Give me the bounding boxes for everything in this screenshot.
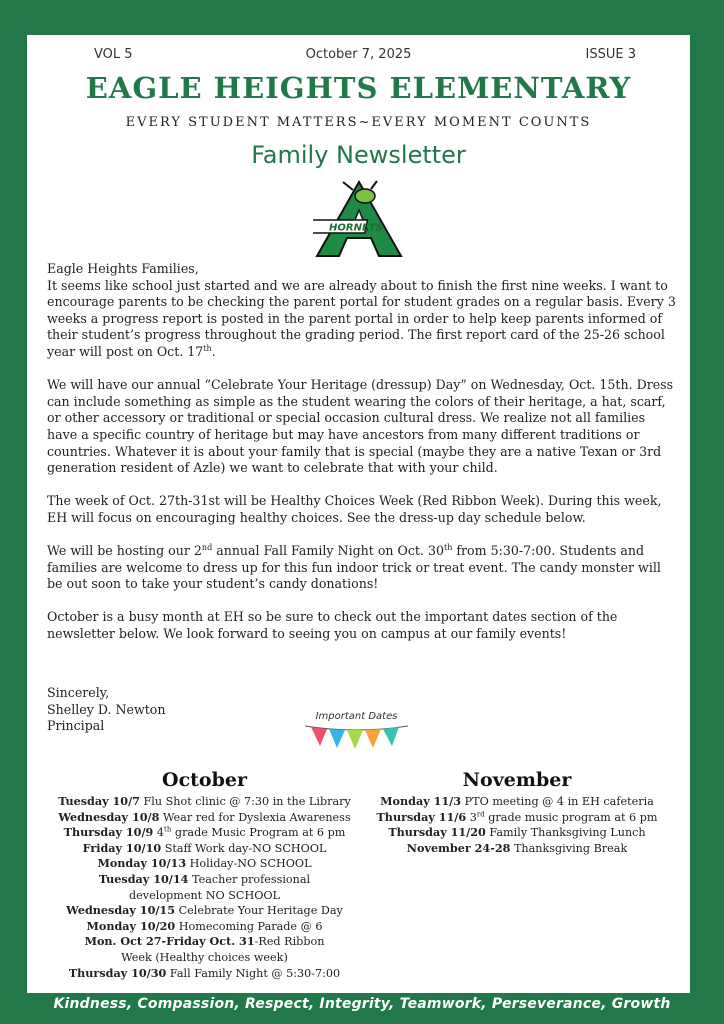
principal-title: Principal — [47, 718, 105, 734]
newsletter-title: Family Newsletter — [251, 141, 466, 169]
letter-paragraph-1: It seems like school just started and we are already about to finish the first nine weeks. I want to encourage parents to be checking the parent portal for student grades on a regular basis. Every 3 weeks a progress report is posted in the parent portal in order to help keep parents informed of their student’s progress throughout the grading period. The first report card of the 25-26 school year will post on Oct. 17th. — [47, 277, 676, 359]
event-item: Wednesday 10/15 Celebrate Your Heritage Day — [66, 903, 343, 918]
november-dates — [372, 768, 662, 856]
event-item: Monday 10/20 Homecoming Parade @ 6 — [86, 918, 323, 933]
closing: Sincerely, — [47, 685, 110, 700]
event-item: Tuesday 10/14 Teacher professional development NO SCHOOL — [98, 871, 311, 902]
newsletter-page — [27, 35, 690, 993]
letter-paragraph-2: We will have our annual “Celebrate Your Heritage (dressup) Day” on Wednesday, Oct. 15th. Dress can include something as simple as the student wearing the colors of their heritage, a hat, scarf, or other accessory or traditional or special occasion cultural dress. We realize not all families have a specific country of heritage but may have ancestors from many different traditions or countries. Whatever it is about your family that is special (maybe they are a native Texan or 3rd generation resident of Azle) we want to celebrate that with your child. — [47, 377, 674, 476]
volume-label: VOL 5 — [94, 47, 133, 62]
letter-greeting: Eagle Heights Families, — [47, 261, 199, 276]
issue-label: ISSUE 3 — [585, 47, 636, 62]
event-item: Monday 10/13 Holiday-NO SCHOOL — [97, 856, 312, 871]
important-dates-banner — [299, 710, 414, 760]
issue-date: October 7, 2025 — [305, 47, 412, 62]
event-item: November 24-28 Thanksgiving Break — [406, 840, 628, 855]
letter-signoff — [47, 685, 247, 735]
school-name: EAGLE HEIGHTS ELEMENTARY — [85, 71, 632, 105]
logo-text: HORNETS — [329, 222, 383, 234]
important-dates-label: Important Dates — [315, 711, 398, 722]
october-heading: October — [162, 769, 247, 791]
event-item: Tuesday 10/7 Flu Shot clinic @ 7:30 in the Library — [58, 794, 351, 808]
values-footer: Kindness, Compassion, Respect, Integrity, Teamwork, Perseverance, Growth — [53, 996, 671, 1012]
event-item: Thursday 11/20 Family Thanksgiving Lunch — [388, 825, 646, 840]
event-item: Mon. Oct 27-Friday Oct. 31-Red Ribbon Week (Healthy choices week) — [84, 934, 325, 964]
bunting-icon — [299, 710, 414, 760]
letter-paragraph-5: October is a busy month at EH so be sure to check out the important dates section of the newsletter below. We look forward to seeing you on campus at our family events! — [47, 609, 618, 642]
principal-name: Shelley D. Newton — [47, 701, 166, 717]
hornets-logo — [313, 180, 405, 258]
october-dates — [47, 768, 362, 981]
principal-letter — [47, 261, 677, 659]
letter-paragraph-3: The week of Oct. 27th-31st will be Healthy Choices Week (Red Ribbon Week). During this week, EH will focus on encouraging healthy choices. See the dress-up day schedule below. — [47, 493, 662, 525]
event-item: Thursday 11/6 3rd grade music program at 6 pm — [376, 809, 658, 824]
november-heading: November — [462, 769, 572, 791]
event-item: Monday 11/3 PTO meeting @ 4 in EH cafeteria — [380, 794, 654, 808]
letter-paragraph-4: We will be hosting our 2nd annual Fall Family Night on Oct. 30th from 5:30-7:00. Students and families are welcome to dress up for this fun indoor trick or treat event. The candy monster will be out soon to take your student’s candy donations! — [47, 542, 661, 592]
event-item: Thursday 10/9 4th grade Music Program at 6 pm — [63, 825, 346, 840]
event-item: Thursday 10/30 Fall Family Night @ 5:30-7:00 — [68, 965, 341, 980]
event-item: Friday 10/10 Staff Work day-NO SCHOOL — [82, 840, 327, 855]
school-motto: EVERY STUDENT MATTERS~EVERY MOMENT COUNTS — [125, 115, 592, 130]
event-item: Wednesday 10/8 Wear red for Dyslexia Awareness — [58, 809, 351, 824]
header-topline — [27, 47, 690, 63]
